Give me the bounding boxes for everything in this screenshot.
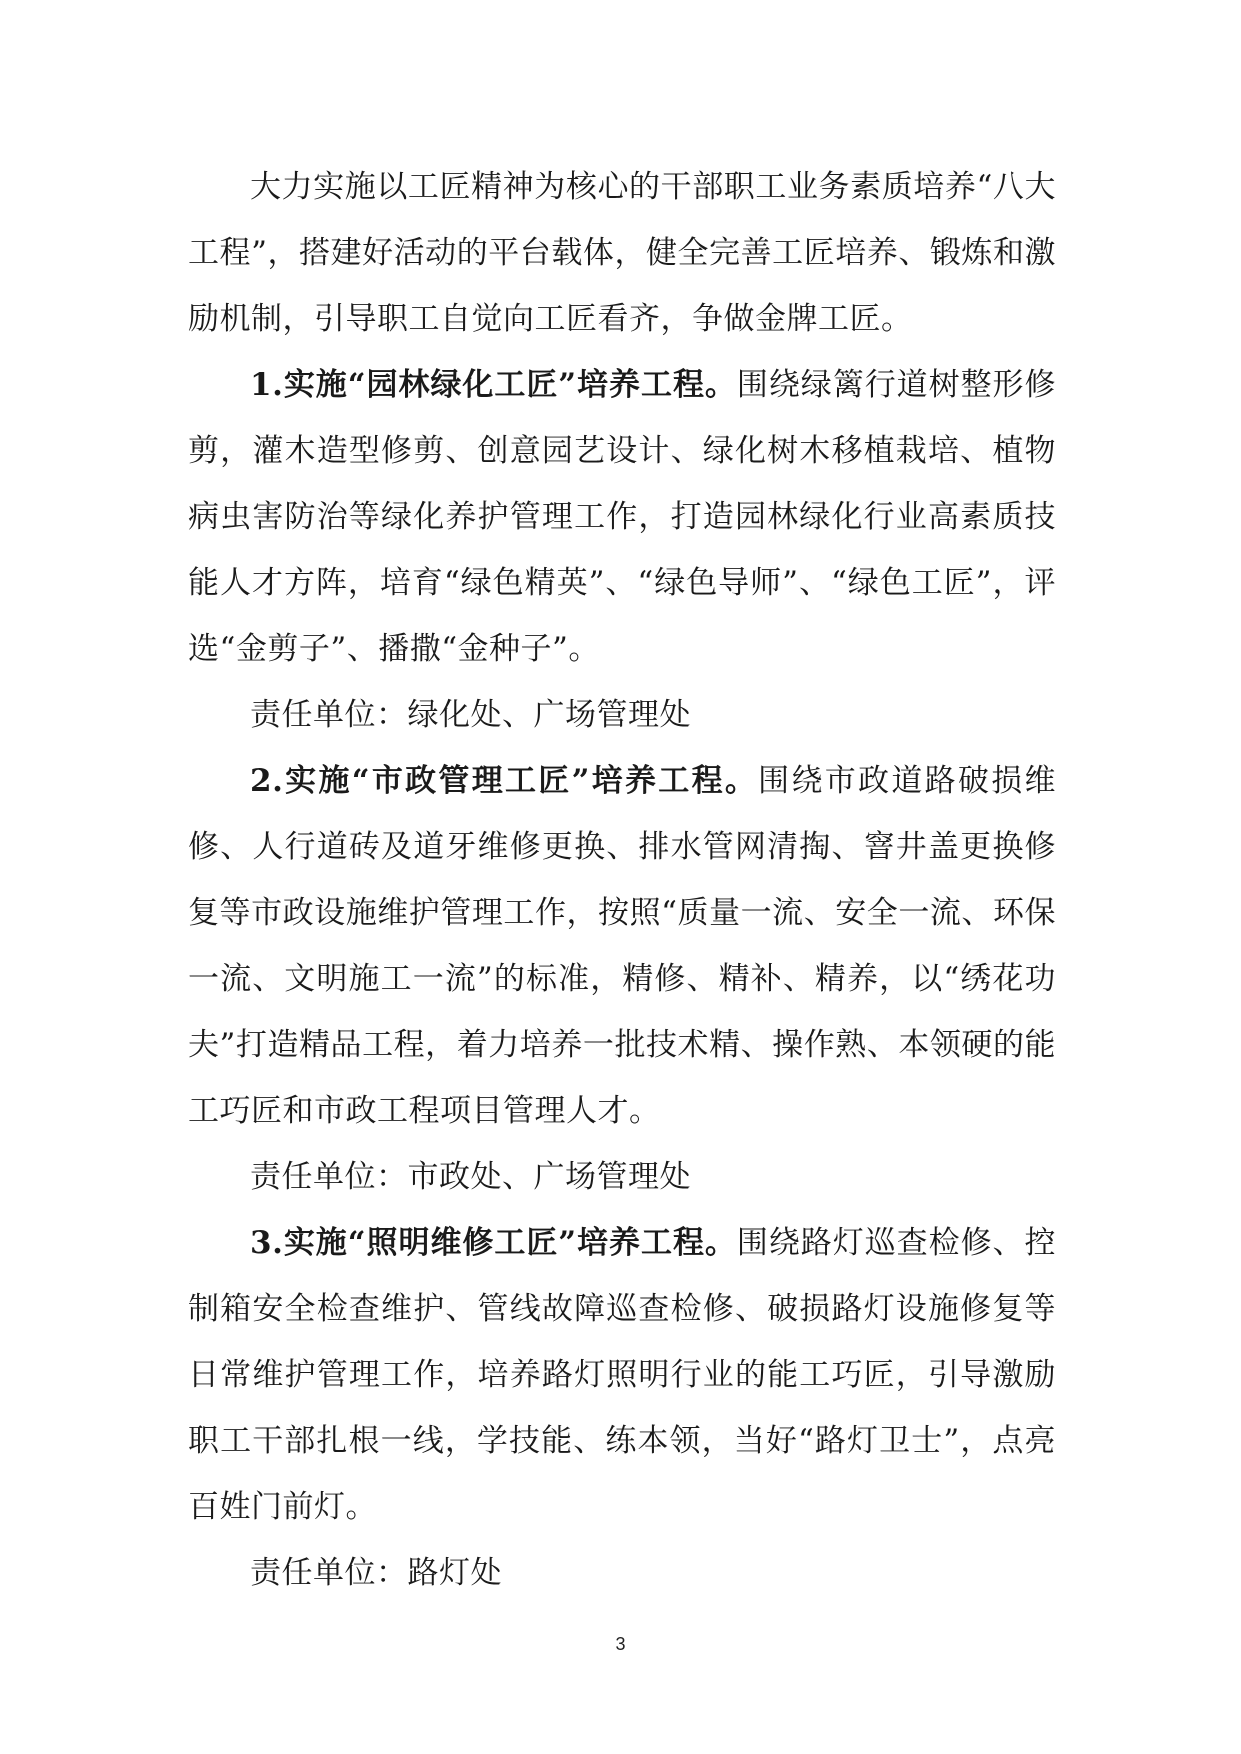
section-2-paragraph bbox=[188, 748, 1056, 1144]
section-3-responsible: 责任单位：路灯处 bbox=[250, 1555, 502, 1591]
section-2-responsible: 责任单位：市政处、广场管理处 bbox=[250, 1159, 691, 1195]
section-1-responsible: 责任单位：绿化处、广场管理处 bbox=[250, 697, 691, 733]
page-number: 3 bbox=[615, 1634, 626, 1654]
section-1-body: 围绕绿篱行道树整形修剪，灌木造型修剪、创意园艺设计、绿化树木移植栽培、植物病虫害防治等绿化养护管理工作，打造园林绿化行业高素质技能人才方阵，培育“绿色精英”、“绿色导师”、“绿色工匠”，评选“金剪子”、播撒“金种子”。 bbox=[188, 367, 1057, 667]
section-1-heading: 1.实施“园林绿化工匠”培养工程。 bbox=[250, 367, 737, 403]
section-3-paragraph bbox=[188, 1210, 1056, 1540]
section-2-body: 围绕市政道路破损维修、人行道砖及道牙维修更换、排水管网清掏、窨井盖更换修复等市政设施维护管理工作，按照“质量一流、安全一流、环保一流、文明施工一流”的标准，精修、精补、精养，以“绣花功夫”打造精品工程，着力培养一批技术精、操作熟、本领硬的能工巧匠和市政工程项目管理人才。 bbox=[188, 763, 1056, 1129]
section-1-paragraph bbox=[188, 352, 1056, 682]
section-3-heading: 3.实施“照明维修工匠”培养工程。 bbox=[250, 1225, 737, 1261]
section-3-body: 围绕路灯巡查检修、控制箱安全检查维护、管线故障巡查检修、破损路灯设施修复等日常维护管理工作，培养路灯照明行业的能工巧匠，引导激励职工干部扎根一线，学技能、练本领，当好“路灯卫士”，点亮百姓门前灯。 bbox=[188, 1225, 1057, 1525]
document-page bbox=[188, 154, 1056, 1606]
section-2-heading: 2.实施“市政管理工匠”培养工程。 bbox=[250, 763, 759, 799]
intro-paragraph: 大力实施以工匠精神为核心的干部职工业务素质培养“八大工程”，搭建好活动的平台载体，健全完善工匠培养、锻炼和激励机制，引导职工自觉向工匠看齐，争做金牌工匠。 bbox=[188, 169, 1056, 337]
